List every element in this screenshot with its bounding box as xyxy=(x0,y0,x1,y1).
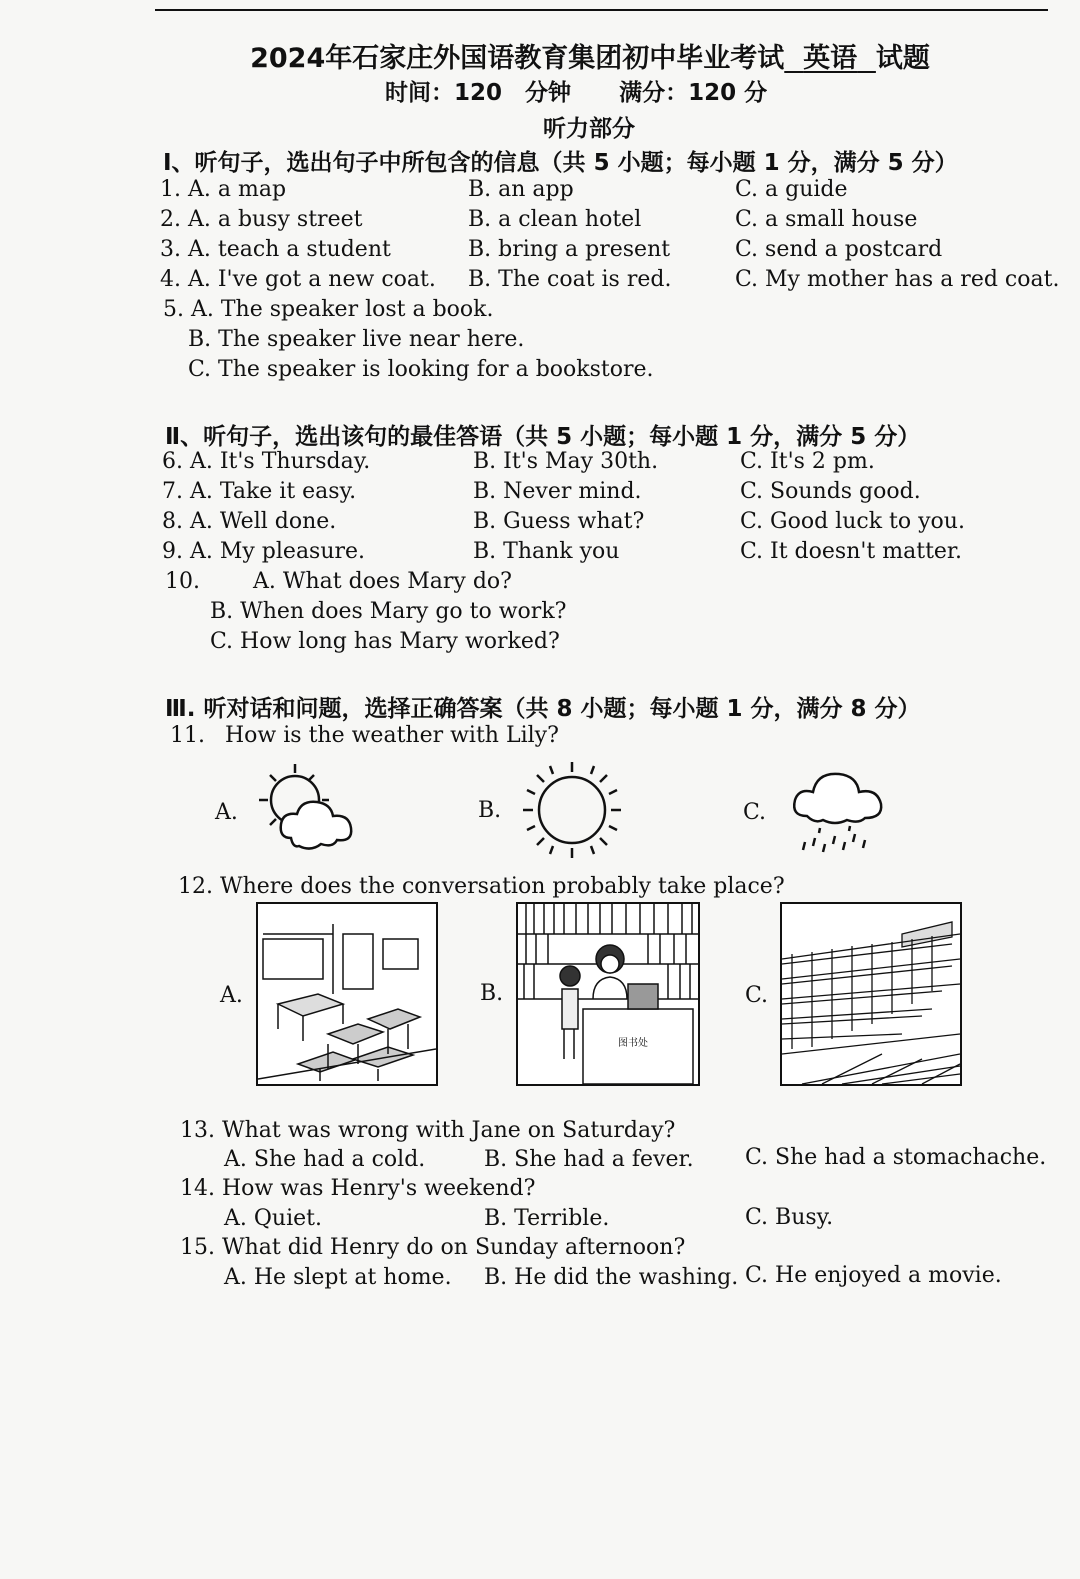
q7-option-b: B. Never mind. xyxy=(473,479,642,504)
q11-question: How is the weather with Lily? xyxy=(225,723,559,748)
q14-option-a: A. Quiet. xyxy=(224,1206,322,1231)
library-sign: 图书处 xyxy=(618,1038,648,1049)
q6-option-a: 6. A. It's Thursday. xyxy=(162,449,371,474)
q2-option-a: 2. A. a busy street xyxy=(160,207,363,232)
q5-option-a: 5. A. The speaker lost a book. xyxy=(163,297,494,322)
sun-icon xyxy=(515,758,630,863)
q4-option-b: B. The coat is red. xyxy=(468,267,672,292)
q12-label-a: A. xyxy=(220,983,243,1008)
q6-option-b: B. It's May 30th. xyxy=(473,449,659,474)
q14-option-b: B. Terrible. xyxy=(484,1206,610,1231)
q12-label-b: B. xyxy=(480,981,504,1006)
title-prefix: 2024年石家庄外国语教育集团初中毕业考试 xyxy=(250,43,785,74)
part-title: 听力部分 xyxy=(543,116,635,142)
q15-option-c: C. He enjoyed a movie. xyxy=(745,1263,1002,1288)
q13-question: 13. What was wrong with Jane on Saturday? xyxy=(180,1118,676,1143)
library-image xyxy=(516,902,700,1086)
exam-meta xyxy=(385,74,767,107)
title-subject: 英语 xyxy=(803,43,858,74)
section2-heading: Ⅱ、听句子，选出该句的最佳答语（共 5 小题；每小题 1 分，满分 5 分） xyxy=(165,424,921,450)
q7-option-c: C. Sounds good. xyxy=(740,479,921,504)
q7-option-a: 7. A. Take it easy. xyxy=(162,479,357,504)
q12-label-c: C. xyxy=(745,983,769,1008)
q13-option-a: A. She had a cold. xyxy=(224,1147,426,1172)
q12-question: 12. Where does the conversation probably take place? xyxy=(178,874,785,899)
q10-option-a: A. What does Mary do? xyxy=(253,569,512,594)
q9-option-a: 9. A. My pleasure. xyxy=(162,539,366,564)
q3-option-c: C. send a postcard xyxy=(735,237,943,262)
q8-option-c: C. Good luck to you. xyxy=(740,509,965,534)
q2-option-c: C. a small house xyxy=(735,207,918,232)
q1-option-a: 1. A. a map xyxy=(160,177,287,202)
q13-option-b: B. She had a fever. xyxy=(484,1147,694,1172)
q11-label-b: B. xyxy=(478,798,502,823)
q8-option-a: 8. A. Well done. xyxy=(162,509,337,534)
q14-question: 14. How was Henry's weekend? xyxy=(180,1176,536,1201)
section1-heading: Ⅰ、听句子，选出句子中所包含的信息（共 5 小题；每小题 1 分，满分 5 分） xyxy=(163,150,958,176)
q13-option-c: C. She had a stomachache. xyxy=(745,1145,1047,1170)
q15-question: 15. What did Henry do on Sunday afternoon? xyxy=(180,1235,686,1260)
q4-option-c: C. My mother has a red coat. xyxy=(735,267,1060,292)
q4-option-a: 4. A. I've got a new coat. xyxy=(160,267,436,292)
q1-option-b: B. an app xyxy=(468,177,574,202)
q10-option-b: B. When does Mary go to work? xyxy=(210,599,567,624)
classroom-image xyxy=(256,902,438,1086)
q11-label-a: A. xyxy=(215,800,238,825)
q9-option-c: C. It doesn't matter. xyxy=(740,539,963,564)
sun-cloud-icon xyxy=(253,760,373,855)
exam-score: 满分：120 分 xyxy=(619,80,768,106)
q6-option-c: C. It's 2 pm. xyxy=(740,449,875,474)
q3-option-b: B. bring a present xyxy=(468,237,671,262)
q1-option-c: C. a guide xyxy=(735,177,848,202)
q3-option-a: 3. A. teach a student xyxy=(160,237,391,262)
q11-label-c: C. xyxy=(743,800,767,825)
rain-cloud-icon xyxy=(785,760,895,860)
q5-option-c: C. The speaker is looking for a bookstore. xyxy=(188,357,654,382)
q11-number: 11. xyxy=(170,723,205,748)
q5-option-b: B. The speaker live near here. xyxy=(188,327,525,352)
title-suffix: 试题 xyxy=(875,43,930,74)
q10-number: 10. xyxy=(165,569,200,594)
exam-title xyxy=(0,36,1080,75)
exam-time: 时间：120 分钟 xyxy=(385,80,572,106)
q8-option-b: B. Guess what? xyxy=(473,509,645,534)
section3-heading: Ⅲ. 听对话和问题，选择正确答案（共 8 小题；每小题 1 分，满分 8 分） xyxy=(165,696,921,722)
q9-option-b: B. Thank you xyxy=(473,539,620,564)
top-rule xyxy=(155,9,1048,11)
q15-option-b: B. He did the washing. xyxy=(484,1265,739,1290)
supermarket-image xyxy=(780,902,962,1086)
q15-option-a: A. He slept at home. xyxy=(224,1265,452,1290)
q10-option-c: C. How long has Mary worked? xyxy=(210,629,560,654)
q14-option-c: C. Busy. xyxy=(745,1205,834,1230)
q2-option-b: B. a clean hotel xyxy=(468,207,642,232)
